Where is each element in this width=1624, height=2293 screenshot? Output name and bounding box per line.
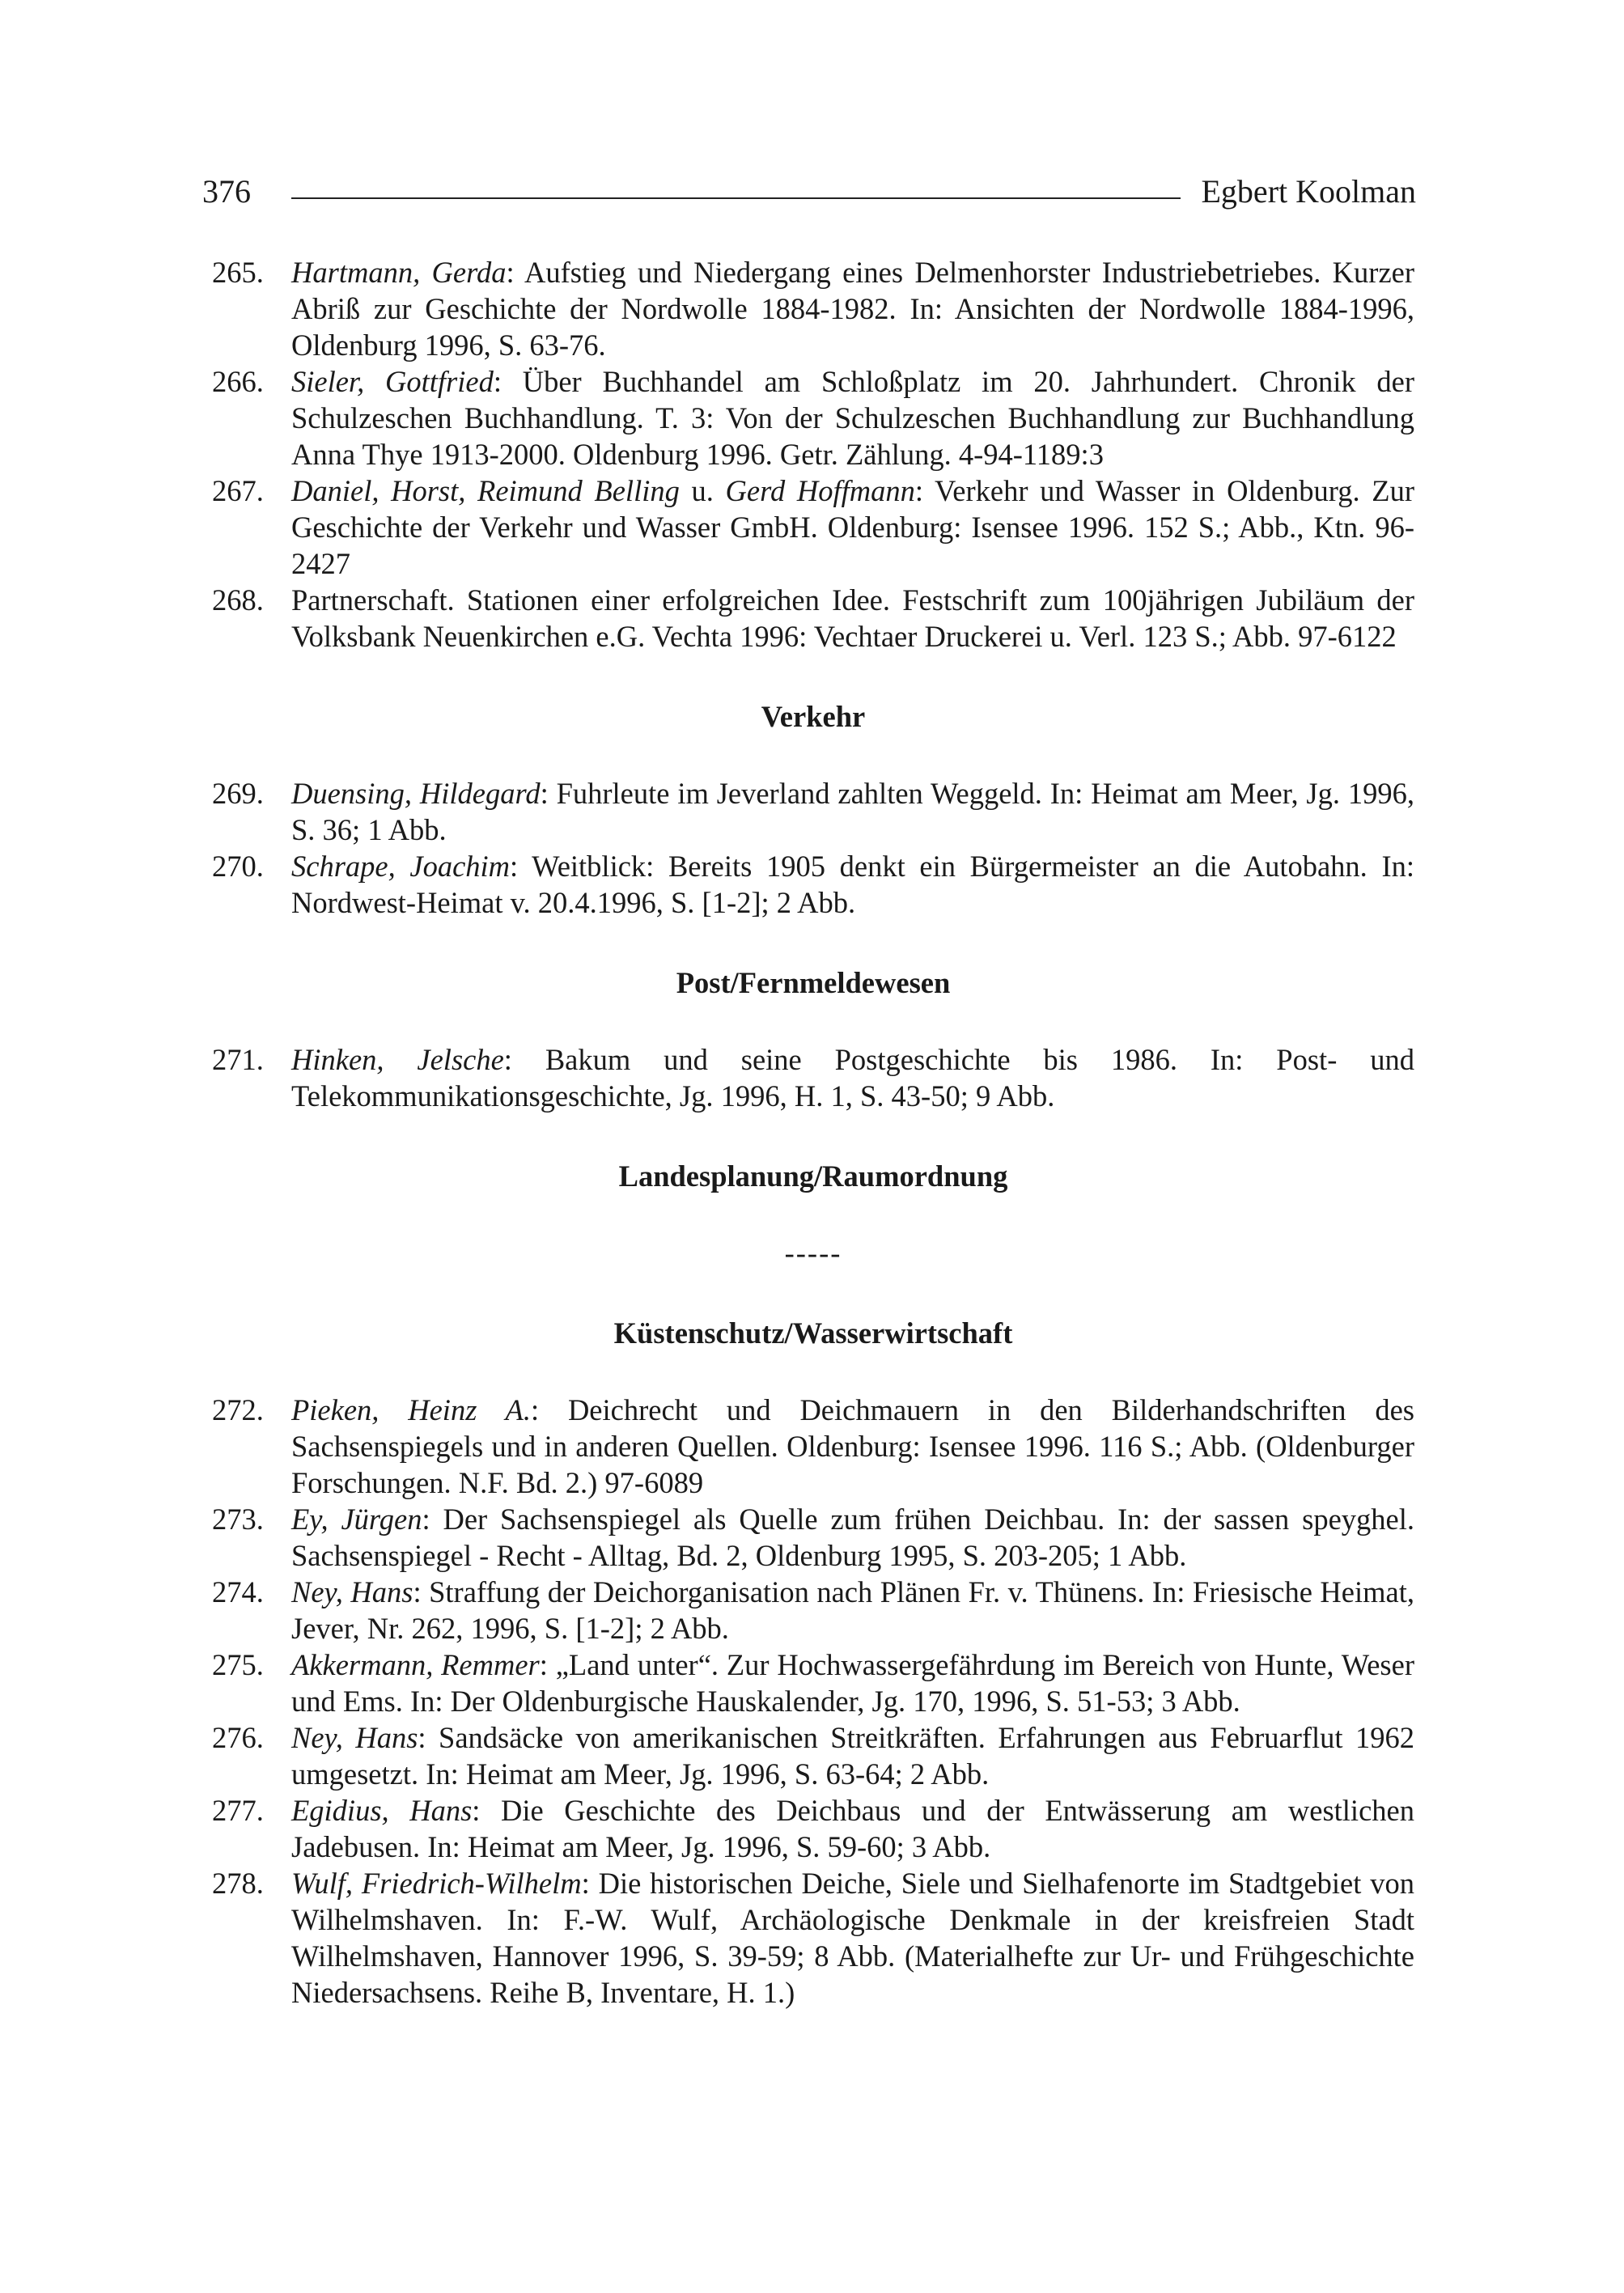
entry-separator: :	[540, 777, 557, 810]
entry-number: 277.	[212, 1794, 264, 1827]
bibliography-entry	[212, 1792, 1414, 1865]
section-heading: Verkehr	[761, 700, 866, 733]
entry-separator: :	[413, 1575, 430, 1608]
bibliography-entry	[212, 1719, 1414, 1792]
bibliography-entry	[212, 1501, 1414, 1574]
bibliography-entry	[212, 363, 1414, 473]
entry-text: Über Buchhandel am Schloßplatz im 20. Jahrhundert. Chronik der Schulzeschen Buchhandlung. T. 3: Von der Schulzeschen Buchhandlung zur Buchhandlung Anna Thye 1913-2000. Oldenburg 1996. Getr. Zählung. 4-94-1189:3	[291, 365, 1414, 471]
entry-separator: :	[539, 1648, 556, 1681]
entry-separator: :	[581, 1867, 599, 1900]
running-head-author: Egbert Koolman	[1201, 173, 1416, 210]
entry-number: 275.	[212, 1648, 264, 1681]
section-heading: Post/Fernmeldewesen	[676, 966, 951, 999]
entry-separator: :	[472, 1794, 502, 1827]
entry-number: 278.	[212, 1867, 264, 1900]
entry-author: Ey, Jürgen	[291, 1503, 422, 1536]
entry-number: 266.	[212, 365, 264, 398]
entry-text: „Land unter“. Zur Hochwassergefährdung im Bereich von Hunte, Weser und Ems. In: Der Oldenburgische Hauskalender, Jg. 170, 1996, S. 51-53; 3 Abb.	[291, 1648, 1414, 1718]
entry-author: Ney, Hans	[291, 1575, 413, 1608]
entry-number: 276.	[212, 1721, 264, 1754]
section-heading: Landesplanung/Raumordnung	[618, 1159, 1008, 1193]
entry-number: 265.	[212, 256, 264, 289]
entry-conjunction: u.	[679, 474, 726, 507]
entry-separator: :	[493, 365, 523, 398]
header-rule	[291, 197, 1181, 199]
running-head	[202, 162, 1416, 210]
empty-section-marker: -----	[784, 1236, 842, 1269]
entry-separator: :	[503, 1043, 545, 1076]
entry-text: Fuhrleute im Jeverland zahlten Weggeld. In: Heimat am Meer, Jg. 1996, S. 36; 1 Abb.	[291, 777, 1414, 846]
entry-separator: :	[530, 1393, 568, 1426]
entry-text: Aufstieg und Niedergang eines Delmenhorster Industriebetriebes. Kurzer Abriß zur Geschichte der Nordwolle 1884-1982. In: Ansichten der Nordwolle 1884-1996, Oldenburg 1996, S. 63-76.	[291, 256, 1414, 362]
section-heading: Küstenschutz/Wasserwirtschaft	[613, 1316, 1013, 1350]
entry-number: 273.	[212, 1503, 264, 1536]
entry-number: 268.	[212, 583, 264, 617]
entry-author: Ney, Hans	[291, 1721, 418, 1754]
entry-separator: :	[418, 1721, 439, 1754]
entry-text: Straffung der Deichorganisation nach Plänen Fr. v. Thünens. In: Friesische Heimat, Jever, Nr. 262, 1996, S. [1-2]; 2 Abb.	[291, 1575, 1414, 1645]
entry-number: 269.	[212, 777, 264, 810]
entry-separator: :	[506, 256, 524, 289]
bibliography-body	[212, 254, 1414, 2011]
bibliography-entry	[212, 1865, 1414, 2011]
bibliography-entry	[212, 1574, 1414, 1647]
entry-text: Verkehr und Wasser in Oldenburg. Zur Geschichte der Verkehr und Wasser GmbH. Oldenburg: Isensee 1996. 152 S.; Abb., Ktn. 96-2427	[291, 474, 1414, 580]
entry-author: Akkermann, Remmer	[291, 1648, 540, 1681]
entry-author: Sieler, Gottfried	[291, 365, 494, 398]
entry-number: 272.	[212, 1393, 264, 1426]
entry-author: Egidius, Hans	[291, 1794, 473, 1827]
bibliography-entry	[212, 1392, 1414, 1501]
entry-author: Hartmann, Gerda	[291, 256, 507, 289]
entry-separator: :	[510, 850, 532, 883]
entry-text: Der Sachsenspiegel als Quelle zum frühen Deichbau. In: der sassen speyghel. Sachsenspiegel - Recht - Alltag, Bd. 2, Oldenburg 1995, S. 203-205; 1 Abb.	[291, 1503, 1414, 1572]
entry-author: Hinken, Jelsche	[291, 1043, 504, 1076]
entry-number: 270.	[212, 850, 264, 883]
entry-text: Die Geschichte des Deichbaus und der Entwässerung am westlichen Jadebusen. In: Heimat am Meer, Jg. 1996, S. 59-60; 3 Abb.	[291, 1794, 1414, 1863]
entry-separator: :	[422, 1503, 443, 1536]
entry-text: Sandsäcke von amerikanischen Streitkräften. Erfahrungen aus Februarflut 1962 umgesetzt. In: Heimat am Meer, Jg. 1996, S. 63-64; 2 Abb.	[291, 1721, 1415, 1791]
bibliography-entry	[212, 254, 1414, 363]
bibliography-entry	[212, 1041, 1414, 1114]
entry-text: Deichrecht und Deichmauern in den Bilderhandschriften des Sachsenspiegels und in anderen Quellen. Oldenburg: Isensee 1996. 116 S.; Abb. (Oldenburger Forschungen. N.F. Bd. 2.) 97-6089	[291, 1393, 1414, 1499]
entry-number: 267.	[212, 474, 264, 507]
entry-text: Bakum und seine Postgeschichte bis 1986. In: Post- und Telekommunikationsgeschichte, Jg. 1996, H. 1, S. 43-50; 9 Abb.	[291, 1043, 1414, 1113]
entry-author: Duensing, Hildegard	[291, 777, 541, 810]
bibliography-entry	[212, 775, 1414, 848]
entry-separator: :	[914, 474, 935, 507]
entry-author: Pieken, Heinz A.	[291, 1393, 531, 1426]
bibliography-entry	[212, 582, 1414, 655]
entry-author: Daniel, Horst, Reimund Belling	[291, 474, 680, 507]
entry-text: Partnerschaft. Stationen einer erfolgreichen Idee. Festschrift zum 100jährigen Jubiläum der Volksbank Neuenkirchen e.G. Vechta 1996: Vechtaer Druckerei u. Verl. 123 S.; Abb. 97-6122	[291, 583, 1414, 653]
bibliography-entry	[212, 848, 1414, 921]
bibliography-entry	[212, 473, 1414, 582]
entry-author-2: Gerd Hoffmann	[725, 474, 915, 507]
page-number: 376	[202, 173, 251, 210]
bibliography-entry	[212, 1647, 1414, 1719]
entry-text: Weitblick: Bereits 1905 denkt ein Bürgermeister an die Autobahn. In: Nordwest-Heimat v. 20.4.1996, S. [1-2]; 2 Abb.	[291, 850, 1414, 919]
entry-number: 274.	[212, 1575, 264, 1608]
entry-author: Wulf, Friedrich-Wilhelm	[291, 1867, 582, 1900]
entry-text: Die historischen Deiche, Siele und Sielhafenorte im Stadtgebiet von Wilhelmshaven. In: F.-W. Wulf, Archäologische Denkmale in der kreisfreien Stadt Wilhelmshaven, Hannover 1996, S. 39-59; 8 Abb. (Materialhefte zur Ur- und Frühgeschichte Niedersachsens. Reihe B, Inventare, H. 1.)	[291, 1867, 1414, 2009]
entry-author: Schrape, Joachim	[291, 850, 511, 883]
entry-number: 271.	[212, 1043, 264, 1076]
